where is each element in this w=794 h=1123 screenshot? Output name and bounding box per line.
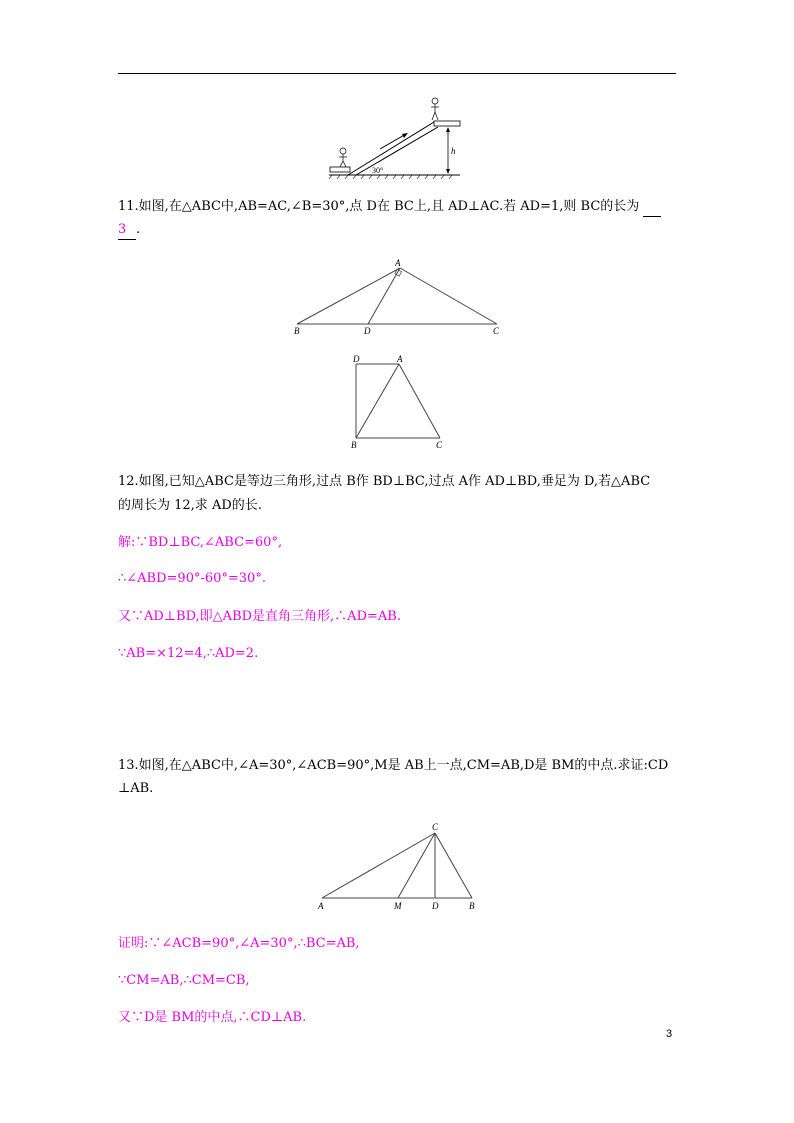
- fig13-label-c: C: [432, 822, 439, 832]
- header-rule: [118, 73, 676, 74]
- fig13-label-a: A: [318, 901, 324, 911]
- quadrilateral-figure-12: [344, 352, 448, 450]
- q12-solution-3: 又∵AD⊥BD,即△ABD是直角三角形,∴AD=AB.: [118, 609, 401, 624]
- fig11-label-a: A: [395, 258, 401, 268]
- fig12-label-b: B: [351, 440, 357, 450]
- angle-label: 30°: [372, 166, 384, 175]
- fig12-label-a: A: [397, 354, 403, 364]
- fig13-label-m: M: [394, 901, 402, 911]
- q13-solution-3: 又∵D是 BM的中点,∴CD⊥AB.: [118, 1010, 307, 1025]
- q13-solution-2: ∵CM=AB,∴CM=CB,: [118, 973, 250, 988]
- fig12-label-d: D: [353, 354, 360, 364]
- ramp-figure: [326, 94, 466, 182]
- q12-line2: 的周长为 12,求 AD的长.: [118, 498, 262, 513]
- q11-text: [118, 198, 661, 217]
- q12-solution-4: ∵AB=×12=4,∴AD=2.: [118, 646, 259, 661]
- fig11-label-b: B: [294, 326, 300, 336]
- q11-line2-suffix: .: [136, 222, 141, 237]
- q12-solution-1: 解:∵BD⊥BC,∠ABC=60°,: [118, 535, 283, 550]
- q11-line1: 11.如图,在△ABC中,AB=AC,∠B=30°,点 D在 BC上,且 AD⊥AC.若 AD=1,则 BC的长为: [118, 199, 640, 214]
- q13-line2: ⊥AB.: [118, 781, 154, 796]
- q12-solution-2: ∴∠ABD=90°-60°=30°.: [118, 571, 266, 586]
- q11-answer-line: [118, 221, 140, 240]
- q13-solution-1: 证明:∵∠ACB=90°,∠A=30°,∴BC=AB,: [118, 936, 360, 951]
- fig11-label-c: C: [493, 326, 500, 336]
- q11-answer: 3: [118, 221, 136, 240]
- height-label: h: [451, 146, 456, 156]
- fig13-label-b: B: [469, 901, 475, 911]
- triangle-figure-11: [290, 258, 508, 338]
- q11-blank-start: [643, 198, 661, 217]
- page-number: 3: [666, 1028, 673, 1040]
- q13-line1: 13.如图,在△ABC中,∠A=30°,∠ACB=90°,M是 AB上一点,CM=AB,D是 BM的中点.求证:CD: [118, 758, 669, 773]
- triangle-figure-13: [314, 820, 484, 912]
- fig12-label-c: C: [436, 440, 443, 450]
- fig13-label-d: D: [432, 901, 439, 911]
- fig11-label-d: D: [364, 326, 371, 336]
- q12-line1: 12.如图,已知△ABC是等边三角形,过点 B作 BD⊥BC,过点 A作 AD⊥BD,垂足为 D,若△ABC: [118, 474, 651, 489]
